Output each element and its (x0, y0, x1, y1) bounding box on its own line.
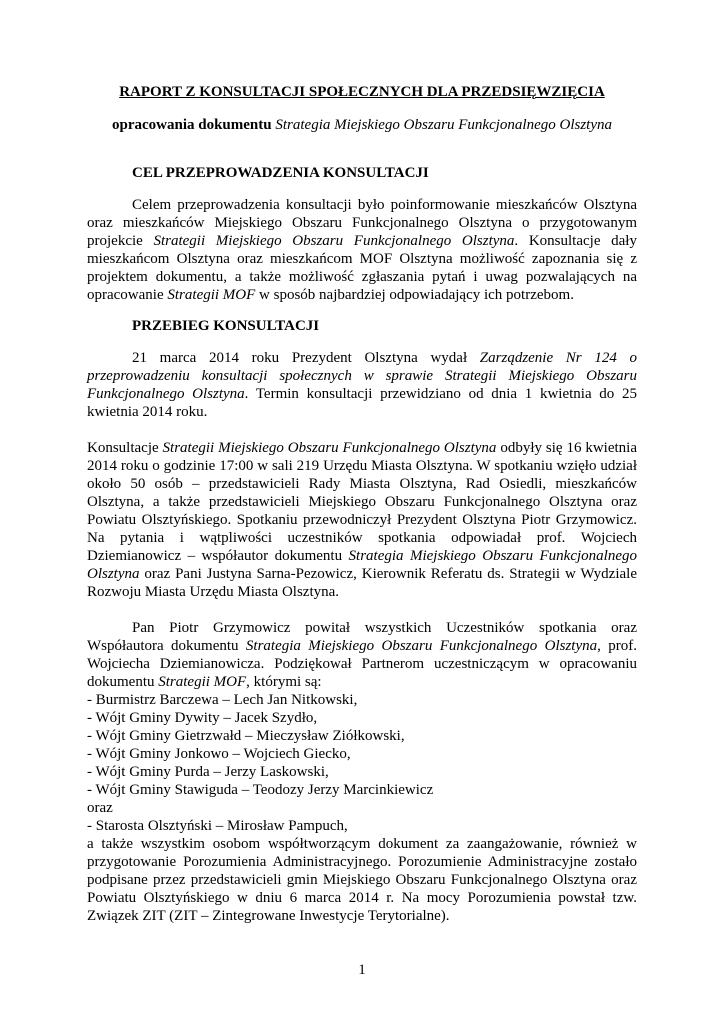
text-italic: Zarządzenie Nr 124 o przeprowadzeniu konsultacji społecznych w sprawie Strategii Miejskiego Obszaru Funkcjonalnego Olsztyna (87, 350, 637, 402)
list-item: - Wójt Gminy Dywity – Jacek Szydło, (87, 710, 318, 726)
text-italic: Strategii MOF (158, 674, 247, 690)
subtitle-italic: Strategia Miejskiego Obszaru Funkcjonalnego Olsztyna (275, 117, 612, 133)
page-number: 1 (358, 962, 366, 978)
text-italic: Strategii Miejskiego Obszaru Funkcjonalnego Olsztyna (153, 233, 515, 249)
document-subtitle (87, 117, 637, 134)
text: Pan Piotr Grzymowicz powitał wszystkich Uczestników spotkania oraz Współautora dokumentu (87, 620, 637, 654)
text: Celem przeprowadzenia konsultacji było poinformowanie mieszkańców Olsztyna oraz mieszkańców Miejskiego Obszaru Funkcjonalnego Olsztyna o przygotowanym projekcie (87, 197, 637, 249)
text-italic: Strategia Miejskiego Obszaru Funkcjonalnego Olsztyna (87, 548, 637, 582)
text: . Konsultacje dały mieszkańcom Olsztyna oraz mieszkańcom MOF Olsztyna możliwość zapoznania się z projektem dokumentu, a także możliwość zgłaszania pytań i uwag pozwalających na opracowanie (87, 233, 637, 303)
paragraph-meeting (87, 439, 637, 601)
text: odbyły się 16 kwietnia 2014 roku o godzinie 17:00 w sali 219 Urzędu Miasta Olsztyna. W spotkaniu wzięło udział około 50 osób – przedstawicieli Rady Miasta Olsztyna, Rad Osiedli, mieszkańców Olsztyna, a także przedstawicieli Miejskiego Obszaru Funkcjonalnego Olsztyna oraz Powiatu Olsztyńskiego. Spotkaniu przewodniczył Prezydent Olsztyna Piotr Grzymowicz. Na pytania i wątpliwości uczestników spotkania odpowiadał prof. Wojciech Dziemianowicz – współautor dokumentu (87, 440, 637, 564)
document-title: RAPORT Z KONSULTACJI SPOŁECZNYCH DLA PRZEDSIĘWZIĘCIA (119, 84, 605, 100)
paragraph-agreement: a także wszystkim osobom współtworzącym dokument za zaangażowanie, również w przygotowanie Porozumienia Administracyjnego. Porozumienie Administracyjne zostało podpisane przez przedstawicieli gmin Miejskiego Obszaru Funkcjonalnego Olsztyna oraz Powiatu Olsztyńskiego w dniu 6 marca 2014 r. Na mocy Porozumienia powstał tzw. Związek ZIT (ZIT – Zintegrowane Inwestycje Terytorialne). (87, 836, 637, 924)
list-item: - Burmistrz Barczewa – Lech Jan Nitkowski, (87, 692, 358, 708)
partners-list (87, 691, 637, 835)
list-item: - Wójt Gminy Jonkowo – Wojciech Giecko, (87, 746, 351, 762)
list-item: - Wójt Gminy Stawiguda – Teodozy Jerzy Marcinkiewicz (87, 782, 434, 798)
text: , prof. Wojciecha Dziemianowicza. Podziękował Partnerom uczestniczącym w opracowaniu dokumentu (87, 638, 637, 690)
list-item: oraz (87, 800, 113, 816)
list-item: - Starosta Olsztyński – Mirosław Pampuch, (87, 818, 348, 834)
text-italic: Strategii MOF (167, 287, 256, 303)
section-heading-goal: CEL PRZEPROWADZENIA KONSULTACJI (132, 165, 429, 181)
list-item: - Wójt Gminy Purda – Jerzy Laskowski, (87, 764, 329, 780)
list-item: - Wójt Gminy Gietrzwałd – Mieczysław Ziółkowski, (87, 728, 405, 744)
text: w sposób najbardziej odpowiadający ich potrzebom. (255, 287, 574, 303)
paragraph-goal (87, 196, 637, 304)
document-page (87, 84, 637, 925)
section-heading-course: PRZEBIEG KONSULTACJI (132, 318, 320, 334)
text: Konsultacje (87, 440, 163, 456)
text-italic: Strategii Miejskiego Obszaru Funkcjonalnego Olsztyna (162, 440, 497, 456)
subtitle-bold: opracowania dokumentu (112, 117, 272, 133)
text-italic: Strategia Miejskiego Obszaru Funkcjonalnego Olsztyna (245, 638, 598, 654)
text: . Termin konsultacji przewidziano od dnia 1 kwietnia do 25 kwietnia 2014 roku. (87, 386, 637, 420)
paragraph-thanks (87, 619, 637, 691)
text: , którymi są: (246, 674, 322, 690)
text: 21 marca 2014 roku Prezydent Olsztyna wydał (132, 350, 480, 366)
text: oraz Pani Justyna Sarna-Pezowicz, Kierownik Referatu ds. Strategii w Wydziale Rozwoju Miasta Urzędu Miasta Olsztyna. (87, 566, 637, 600)
paragraph-ordinance (87, 349, 637, 421)
